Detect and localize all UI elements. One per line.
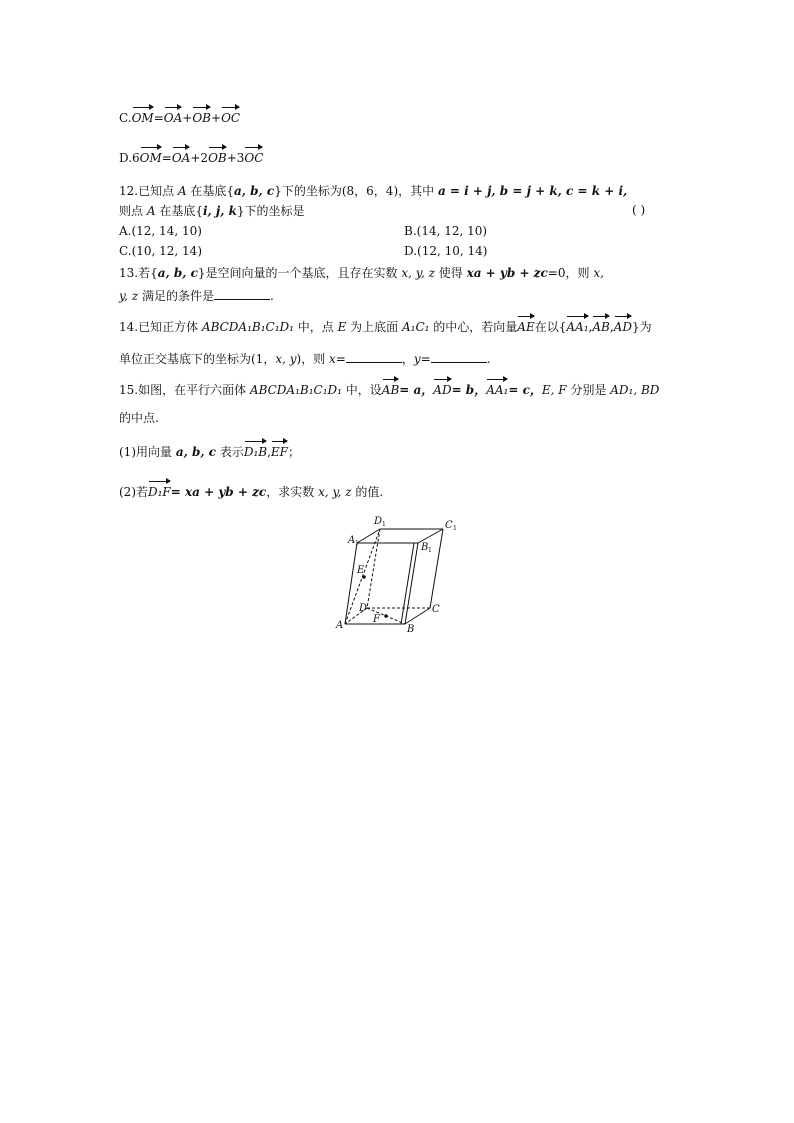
label-f: F bbox=[373, 614, 380, 625]
label-a1: A bbox=[348, 535, 356, 546]
svg-text:1: 1 bbox=[453, 525, 457, 532]
q14-stem-line2: 单位正交基底下的坐标为(1，x, y)，则 x= ，y= . bbox=[119, 352, 491, 366]
q12-option-c: C.(10, 12, 14) bbox=[119, 244, 202, 258]
label-c: C bbox=[432, 604, 440, 615]
edge-b-c bbox=[405, 608, 430, 624]
q13-answer-blank[interactable] bbox=[214, 287, 270, 300]
q15-part2: (2)若D₁F= xa + yb + zc，求实数 x, y, z 的值. bbox=[119, 485, 384, 499]
q14-x-blank[interactable] bbox=[346, 350, 402, 363]
svg-text:1: 1 bbox=[382, 521, 386, 528]
edge-b1-b bbox=[405, 543, 418, 624]
q15-part1: (1)用向量 a, b, c 表示D₁B,EF； bbox=[119, 445, 301, 459]
q13-stem-line1: 13.若{a, b, c}是空间向量的一个基底，且存在实数 x, y, z 使得 xa + yb + zc=0，则 x, bbox=[119, 266, 604, 280]
point-f bbox=[384, 614, 388, 618]
q12-option-a: A.(12, 14, 10) bbox=[119, 224, 202, 238]
label-d1: D bbox=[374, 516, 383, 527]
q13-stem-line2: y, z 满足的条件是 . bbox=[119, 289, 274, 303]
q14-y-blank[interactable] bbox=[431, 350, 487, 363]
label-c1: C bbox=[445, 520, 453, 531]
edge-a1-a bbox=[345, 543, 357, 624]
svg-text:1: 1 bbox=[355, 540, 359, 547]
edge-c1-c bbox=[430, 529, 443, 608]
edge-inner bbox=[401, 543, 414, 624]
q12-option-b: B.(14, 12, 10) bbox=[404, 224, 488, 238]
label-b1: B bbox=[421, 542, 429, 553]
q15-stem-line2: 的中点. bbox=[119, 411, 159, 425]
q15-stem-line1: 15.如图，在平行六面体 ABCDA₁B₁C₁D₁ 中，设AB= a，AD= b，AA₁= c，E, F 分别是 AD₁, BD bbox=[119, 383, 660, 397]
parallelepiped-figure bbox=[330, 512, 470, 637]
q12-answer-paren: ( ) bbox=[632, 203, 646, 217]
edge-a1-d1 bbox=[357, 529, 380, 543]
label-b: B bbox=[407, 624, 415, 635]
q12-stem-line1: 12.已知点 A 在基底{a, b, c}下的坐标为(8，6，4)，其中 a = i + j, b = j + k, c = k + i, bbox=[119, 184, 628, 198]
label-d: D bbox=[359, 603, 368, 614]
q12-stem-line2: 则点 A 在基底{i, j, k}下的坐标是 bbox=[119, 204, 305, 218]
svg-text:1: 1 bbox=[428, 547, 432, 554]
label-e: E bbox=[357, 565, 365, 576]
edge-c1-b1 bbox=[418, 529, 443, 543]
q11-option-c: C.OM=OA+OB+OC bbox=[119, 111, 241, 125]
q12-option-d: D.(12, 10, 14) bbox=[404, 244, 488, 258]
label-a: A bbox=[336, 620, 344, 631]
q14-stem-line1: 14.已知正方体 ABCDA₁B₁C₁D₁ 中，点 E 为上底面 A₁C₁ 的中心，若向量AE在以{AA₁,AB,AD}为 bbox=[119, 320, 652, 334]
q11-option-d: D.6OM=OA+2OB+3OC bbox=[119, 151, 264, 165]
edge-d1-d-hidden bbox=[367, 529, 380, 608]
